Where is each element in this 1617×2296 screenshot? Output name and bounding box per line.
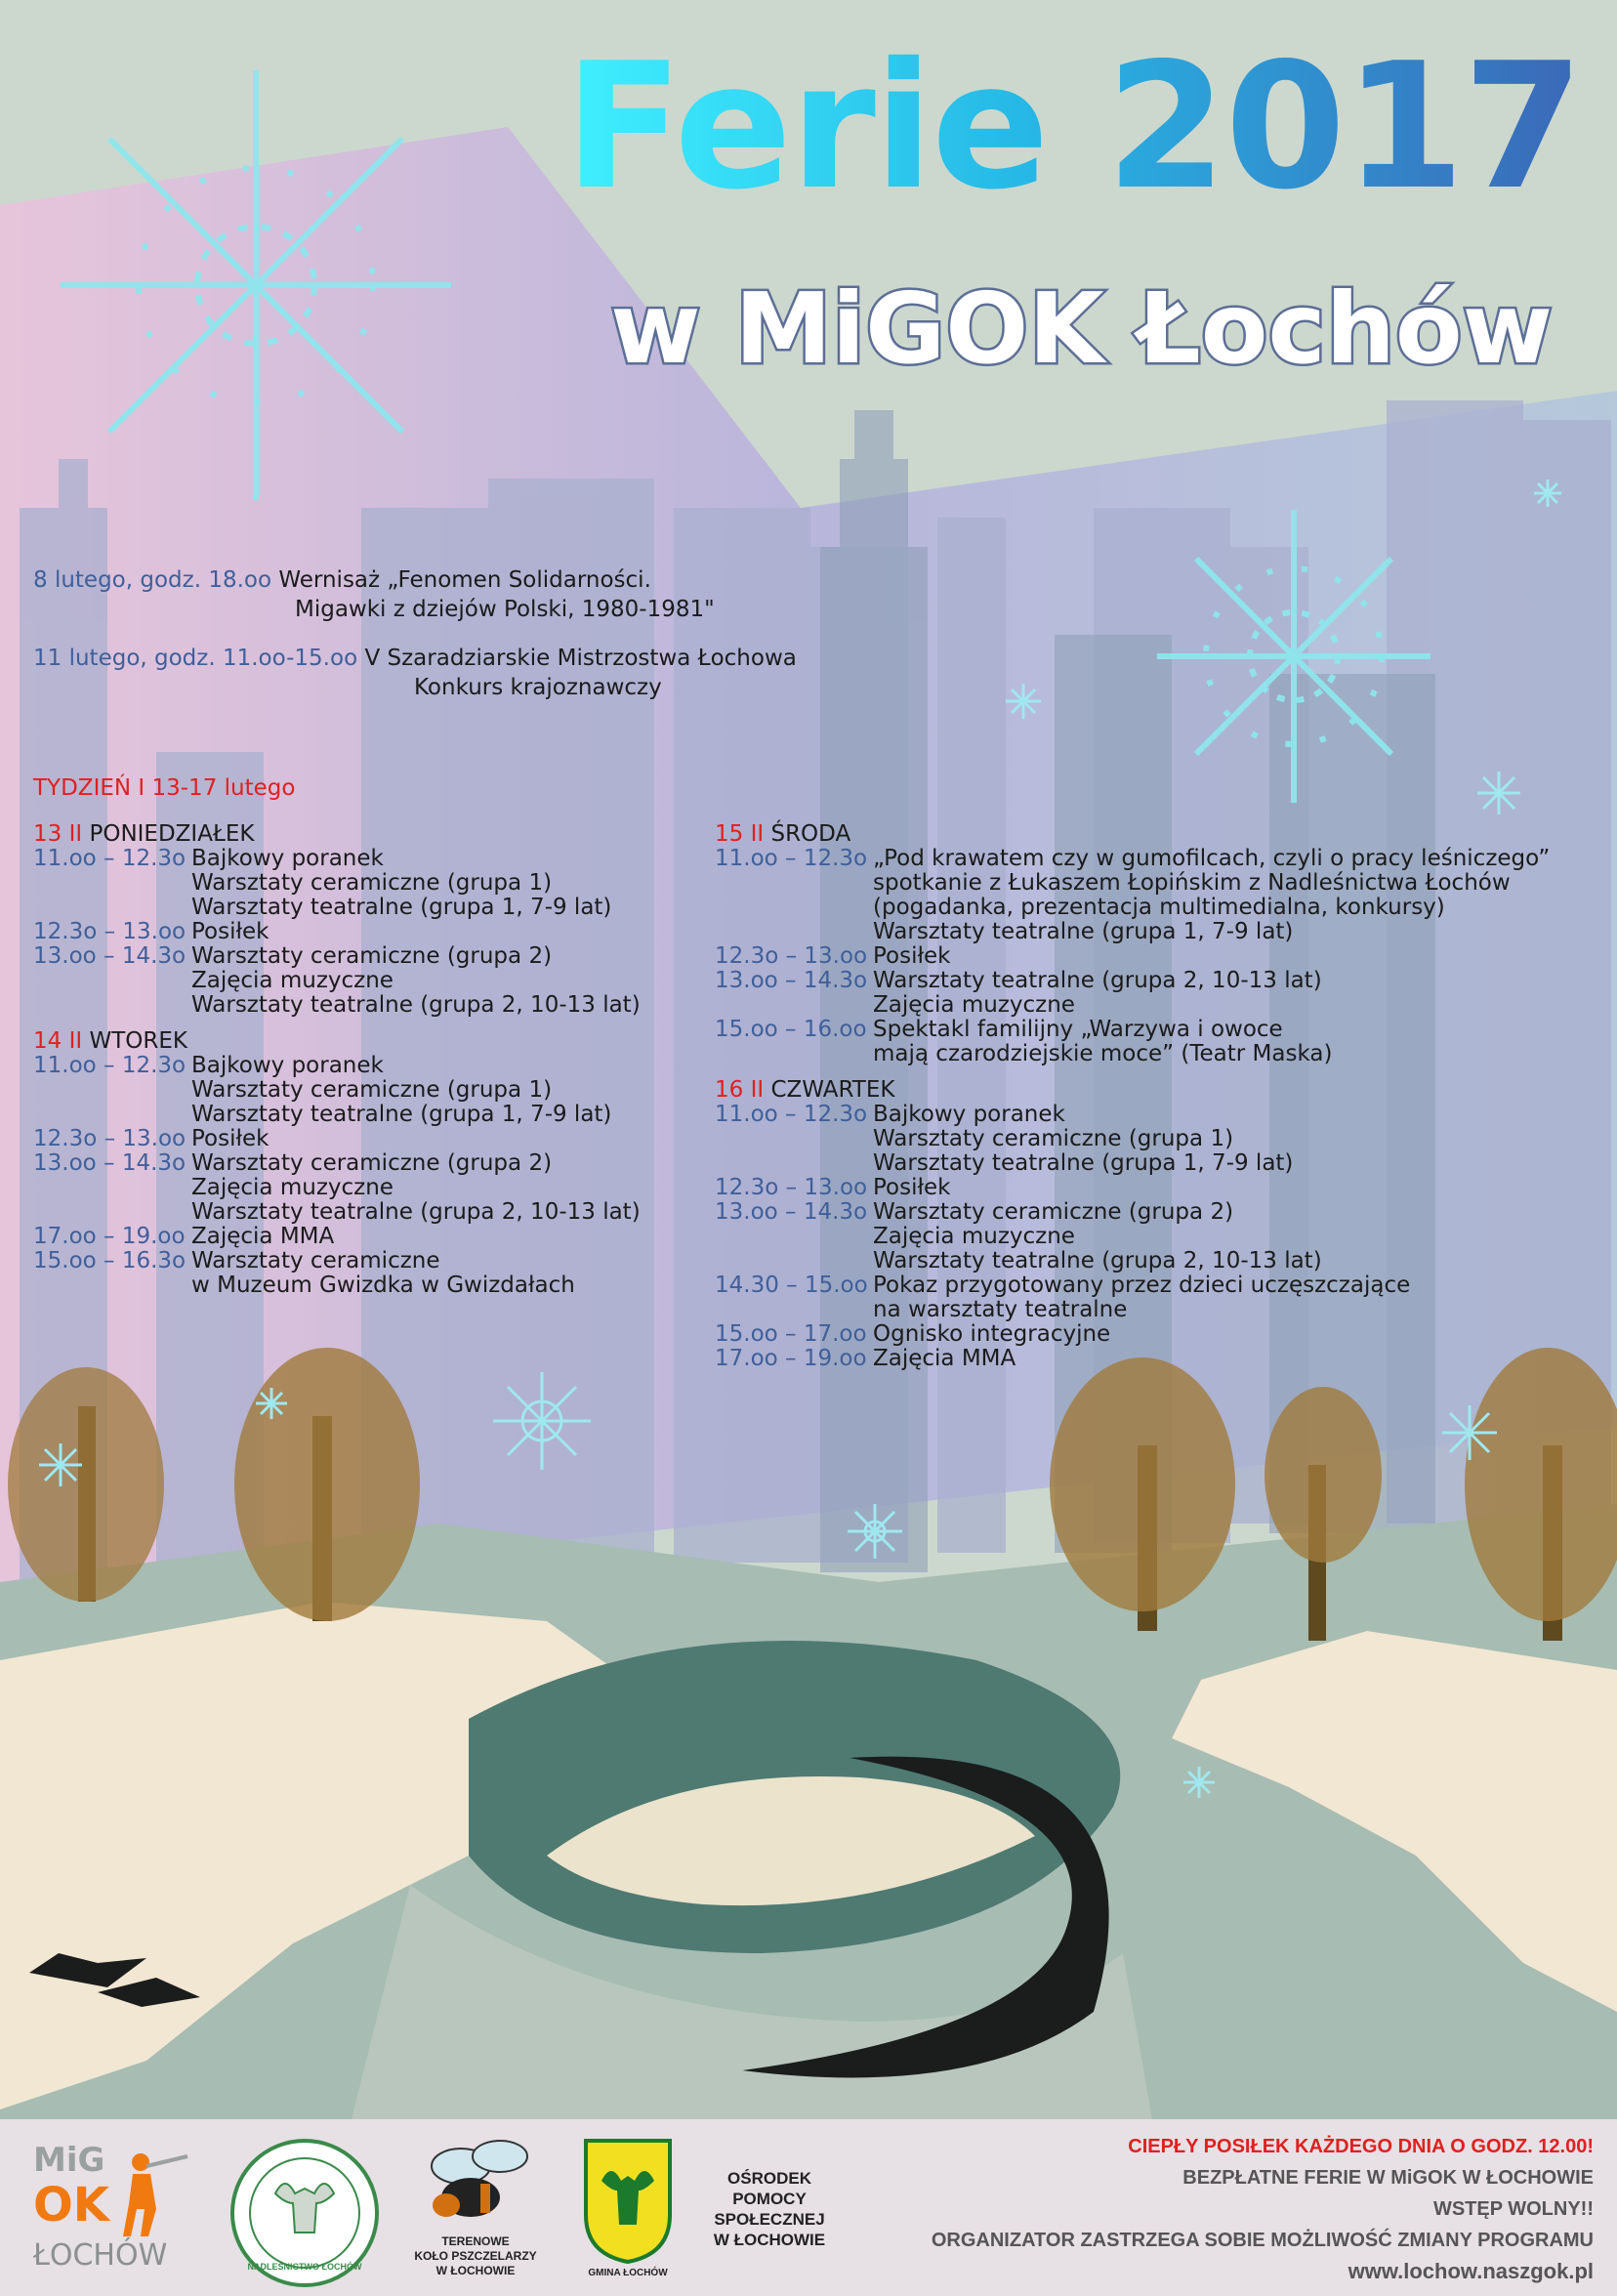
- schedule-activity: Warsztaty teatralne (grupa 2, 10-13 lat): [873, 968, 1322, 993]
- event-2: [33, 645, 797, 672]
- schedule-time: [33, 1273, 191, 1298]
- schedule-row: [715, 1103, 1594, 1127]
- schedule-row: [33, 1249, 717, 1273]
- schedule-activity: Posiłek: [191, 919, 270, 944]
- schedule-time: [33, 993, 191, 1018]
- day-name: WTOREK: [89, 1028, 187, 1054]
- schedule-row: [715, 1151, 1594, 1176]
- schedule-row: [715, 847, 1594, 871]
- event-1-line1: Wernisaż „Fenomen Solidarności.: [278, 567, 651, 593]
- schedule-time: [33, 1176, 191, 1200]
- schedule-time: [715, 1042, 873, 1066]
- bee-icon: [402, 2127, 549, 2234]
- day-date: 15 II: [715, 821, 765, 847]
- schedule-activity: Zajęcia MMA: [873, 1346, 1016, 1371]
- schedule-time: 12.3o – 13.oo: [715, 943, 868, 969]
- schedule-row: [715, 993, 1594, 1018]
- schedule-time: [715, 1298, 873, 1322]
- schedule-row: [33, 847, 717, 871]
- schedule-row: [33, 1273, 717, 1298]
- schedule-time: [33, 969, 191, 993]
- schedule-row: [715, 1273, 1594, 1298]
- day-name: ŚRODA: [770, 821, 851, 847]
- event-1-time: 8 lutego, godz. 18.oo: [33, 567, 272, 593]
- schedule-activity: Warsztaty teatralne (grupa 1, 7-9 lat): [873, 1150, 1294, 1176]
- schedule-time: [33, 1200, 191, 1225]
- info-disclaimer: ORGANIZATOR ZASTRZEGA SOBIE MOŻLIWOŚĆ ZMIANY PROGRAMU: [931, 2230, 1594, 2251]
- schedule-time: [715, 1127, 873, 1151]
- schedule-row: [33, 1078, 717, 1103]
- event-1: [33, 566, 651, 594]
- schedule-activity: Warsztaty ceramiczne (grupa 2): [191, 1150, 553, 1176]
- footer-info: [891, 2131, 1594, 2287]
- schedule-time: 15.oo – 16.3o: [33, 1248, 187, 1273]
- nadlesnictwo-logo: [227, 2135, 383, 2291]
- day-name: CZWARTEK: [770, 1077, 895, 1103]
- day-date: 16 II: [715, 1077, 765, 1103]
- event-2-line2: Konkurs krajoznawczy: [414, 675, 662, 700]
- info-entry: WSTĘP WOLNY!!: [1432, 2198, 1594, 2220]
- day-date: 13 II: [33, 821, 83, 847]
- pszczelarze-logo: [402, 2127, 549, 2293]
- schedule-activity: Pokaz przygotowany przez dzieci uczęszczające: [873, 1273, 1411, 1298]
- schedule-activity: na warsztaty teatralne: [873, 1297, 1128, 1322]
- schedule-time: 11.oo – 12.3o: [33, 846, 187, 871]
- schedule-row: [33, 1176, 717, 1200]
- schedule-time: [33, 896, 191, 920]
- schedule-time: 14.30 – 15.oo: [715, 1273, 868, 1298]
- gmina-logo: [582, 2137, 674, 2283]
- schedule-activity: Warsztaty ceramiczne (grupa 2): [873, 1199, 1234, 1225]
- schedule-row: [33, 969, 717, 993]
- day-header-tue: [33, 1029, 717, 1054]
- schedule-time: [33, 871, 191, 896]
- schedule-activity: Spektakl familijny „Warzywa i owoce: [873, 1017, 1283, 1042]
- event-2-time: 11 lutego, godz. 11.oo-15.oo: [33, 646, 358, 671]
- event-1-line2: Migawki z dziejów Polski, 1980-1981": [295, 597, 715, 622]
- page-title-text: Ferie 2017: [563, 25, 1582, 228]
- schedule-activity: Zajęcia muzyczne: [873, 992, 1075, 1018]
- schedule-time: 15.oo – 16.oo: [715, 1017, 867, 1042]
- schedule-time: 11.oo – 12.3o: [715, 1102, 868, 1127]
- schedule-activity: Posiłek: [873, 1175, 951, 1200]
- schedule-time: [715, 1249, 873, 1273]
- schedule-activity: Warsztaty ceramiczne (grupa 1): [191, 870, 553, 896]
- day-date: 14 II: [33, 1028, 83, 1054]
- gmina-crest-icon: [582, 2137, 674, 2264]
- migok-logo-mi: MiG: [33, 2141, 105, 2180]
- schedule-time: 15.oo – 17.oo: [715, 1321, 867, 1347]
- schedule-activity: Zajęcia MMA: [191, 1224, 335, 1249]
- page-subtitle: w MiGOK Łochów: [610, 271, 1553, 386]
- day-rows-tue: [33, 1054, 717, 1298]
- schedule-row: [33, 993, 717, 1018]
- schedule-time: [715, 1225, 873, 1249]
- schedule-row: [715, 1225, 1594, 1249]
- schedule-activity: „Pod krawatem czy w gumofilcach, czyli o pracy leśniczego”: [873, 846, 1551, 871]
- schedule-activity: Warsztaty teatralne (grupa 1, 7-9 lat): [873, 919, 1294, 944]
- schedule-activity: Warsztaty teatralne (grupa 2, 10-13 lat): [873, 1248, 1322, 1273]
- schedule-row: [33, 1054, 717, 1078]
- day-header-thu: [715, 1078, 1594, 1103]
- trumpeter-icon: [111, 2150, 189, 2238]
- schedule-activity: spotkanie z Łukaszem Łopińskim z Nadleśnictwa Łochów: [873, 870, 1511, 896]
- schedule-activity: Warsztaty teatralne (grupa 2, 10-13 lat): [191, 992, 641, 1018]
- event-2-line1: V Szaradziarskie Mistrzostwa Łochowa: [364, 646, 797, 671]
- page-title: [547, 25, 1582, 228]
- schedule-time: 13.oo – 14.3o: [33, 1150, 187, 1176]
- schedule-left: [33, 822, 717, 1298]
- pszczelarze-label: TERENOWE KOŁO PSZCZELARZY W ŁOCHOWIE: [414, 2234, 537, 2277]
- schedule-activity: Zajęcia muzyczne: [873, 1224, 1075, 1249]
- schedule-time: 11.oo – 12.3o: [715, 846, 868, 871]
- event-2-cont: [414, 674, 662, 701]
- day-header-mon: [33, 822, 717, 847]
- schedule-activity: (pogadanka, prezentacja multimedialna, konkursy): [873, 895, 1445, 920]
- ops-label: OŚRODEK POMOCY SPOŁECZNEJ W ŁOCHOWIE: [713, 2169, 826, 2249]
- schedule-activity: Posiłek: [873, 943, 951, 969]
- schedule-time: [715, 896, 873, 920]
- schedule-time: 13.oo – 14.3o: [33, 943, 187, 969]
- schedule-row: [715, 1298, 1594, 1322]
- schedule-row: [715, 1042, 1594, 1066]
- schedule-activity: Bajkowy poranek: [873, 1102, 1065, 1127]
- schedule-activity: mają czarodziejskie moce” (Teatr Maska): [873, 1041, 1333, 1066]
- info-free: BEZPŁATNE FERIE W MiGOK W ŁOCHOWIE: [1182, 2167, 1594, 2189]
- schedule-time: 17.oo – 19.oo: [715, 1346, 867, 1371]
- schedule-activity: Ognisko integracyjne: [873, 1321, 1111, 1347]
- info-meal: CIEPŁY POSIŁEK KAŻDEGO DNIA O GODZ. 12.00!: [1128, 2136, 1594, 2157]
- schedule-row: [715, 1176, 1594, 1200]
- schedule-time: 12.3o – 13.oo: [33, 1126, 187, 1151]
- schedule-time: 13.oo – 14.3o: [715, 968, 868, 993]
- schedule-time: 11.oo – 12.3o: [33, 1053, 187, 1078]
- event-1-cont: [295, 596, 715, 623]
- schedule-activity: Warsztaty teatralne (grupa 2, 10-13 lat): [191, 1199, 641, 1225]
- schedule-row: [715, 1347, 1594, 1371]
- day-name: PONIEDZIAŁEK: [89, 821, 255, 847]
- schedule-time: [715, 993, 873, 1018]
- day-rows-thu: [715, 1103, 1594, 1371]
- schedule-row: [33, 920, 717, 944]
- schedule-time: [715, 871, 873, 896]
- schedule-activity: Posiłek: [191, 1126, 270, 1151]
- schedule-activity: Warsztaty ceramiczne (grupa 1): [191, 1077, 553, 1103]
- schedule-activity: Zajęcia muzyczne: [191, 968, 394, 993]
- schedule-activity: Warsztaty teatralne (grupa 1, 7-9 lat): [191, 1102, 612, 1127]
- migok-logo-ok: OK: [33, 2178, 109, 2233]
- week-label: TYDZIEŃ I 13-17 lutego: [33, 775, 296, 801]
- schedule-row: [715, 1322, 1594, 1347]
- schedule-time: [715, 920, 873, 944]
- migok-logo: [33, 2141, 199, 2277]
- schedule-row: [715, 920, 1594, 944]
- schedule-row: [33, 944, 717, 969]
- gmina-label: GMINA ŁOCHÓW: [588, 2268, 668, 2278]
- schedule-time: 12.3o – 13.oo: [33, 919, 187, 944]
- schedule-row: [33, 896, 717, 920]
- schedule-row: [715, 1127, 1594, 1151]
- nadlesnictwo-label: NADLEŚNICTWO ŁOCHÓW: [247, 2262, 362, 2272]
- schedule-activity: Warsztaty ceramiczne: [191, 1248, 440, 1273]
- schedule-activity: w Muzeum Gwizdka w Gwizdałach: [191, 1273, 575, 1298]
- schedule-activity: Warsztaty teatralne (grupa 1, 7-9 lat): [191, 895, 612, 920]
- schedule-time: [715, 1151, 873, 1176]
- schedule-row: [715, 969, 1594, 993]
- schedule-row: [33, 1225, 717, 1249]
- schedule-row: [33, 871, 717, 896]
- migok-logo-text: ŁOCHÓW: [33, 2238, 168, 2273]
- schedule-row: [715, 944, 1594, 969]
- day-header-wed: [715, 822, 1594, 847]
- schedule-row: [715, 1018, 1594, 1042]
- schedule-row: [715, 1200, 1594, 1225]
- schedule-time: 12.3o – 13.oo: [715, 1175, 868, 1200]
- schedule-activity: Warsztaty ceramiczne (grupa 2): [191, 943, 553, 969]
- schedule-row: [33, 1127, 717, 1151]
- schedule-right: [715, 822, 1594, 1371]
- schedule-activity: Bajkowy poranek: [191, 846, 384, 871]
- day-rows-wed: [715, 847, 1594, 1066]
- schedule-time: 13.oo – 14.3o: [715, 1199, 868, 1225]
- schedule-row: [715, 871, 1594, 896]
- schedule-activity: Zajęcia muzyczne: [191, 1175, 394, 1200]
- schedule-row: [715, 1249, 1594, 1273]
- day-rows-mon: [33, 847, 717, 1018]
- schedule-row: [33, 1151, 717, 1176]
- schedule-row: [715, 896, 1594, 920]
- schedule-time: 17.oo – 19.oo: [33, 1224, 186, 1249]
- schedule-row: [33, 1200, 717, 1225]
- schedule-activity: Bajkowy poranek: [191, 1053, 384, 1078]
- schedule-activity: Warsztaty ceramiczne (grupa 1): [873, 1126, 1234, 1151]
- schedule-time: [33, 1078, 191, 1103]
- info-website[interactable]: www.lochow.naszgok.pl: [1348, 2259, 1594, 2283]
- schedule-row: [33, 1103, 717, 1127]
- schedule-time: [33, 1103, 191, 1127]
